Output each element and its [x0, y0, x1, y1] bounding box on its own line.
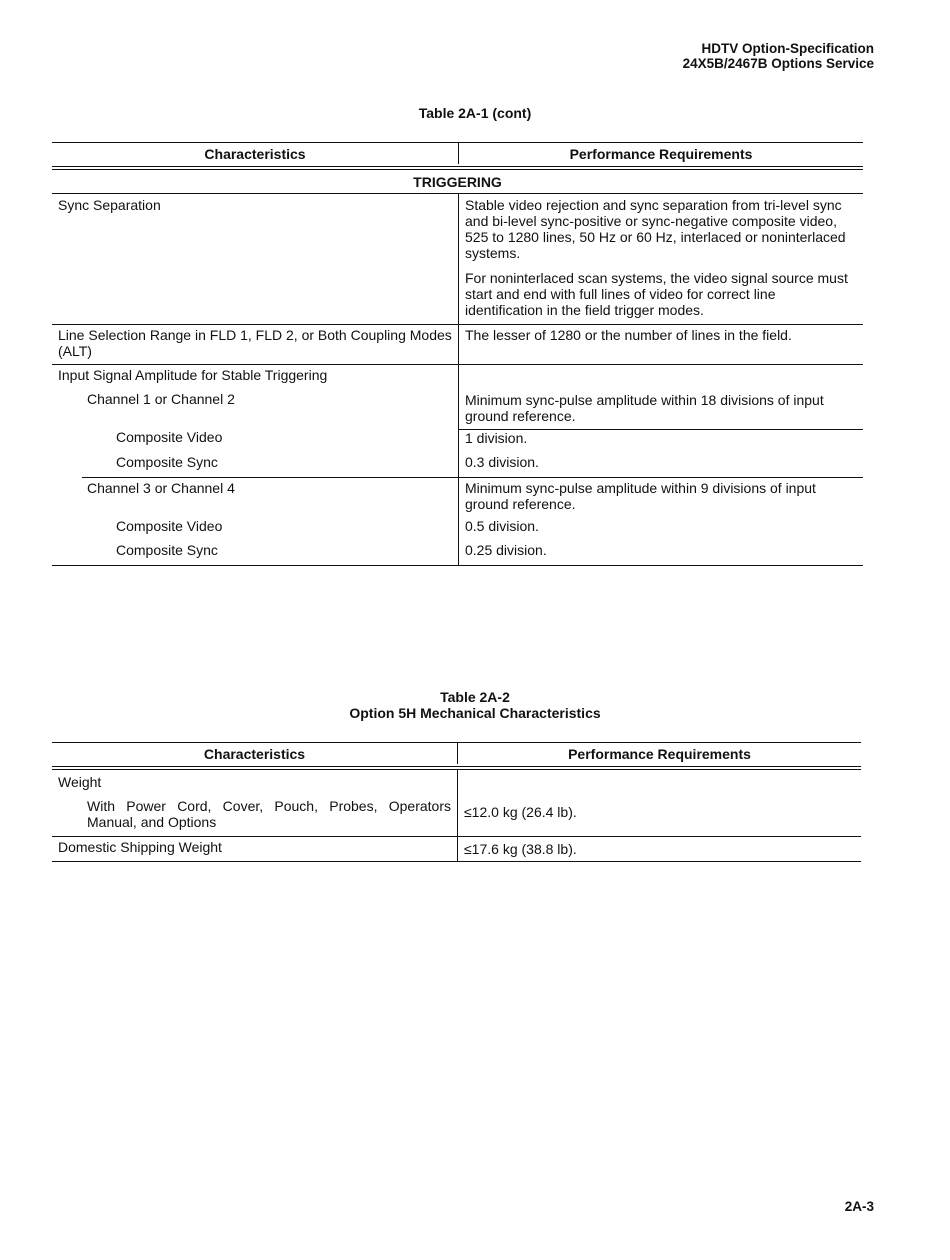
row-value: 1 division.: [458, 429, 863, 453]
table-row: [52, 364, 863, 389]
table-row: [52, 770, 861, 794]
row-value: ≤17.6 kg (38.8 lb).: [457, 837, 861, 861]
row-value: 0.5 division.: [458, 517, 863, 541]
header-title: HDTV Option-Specification: [701, 41, 874, 56]
row-label: Composite Video: [116, 429, 223, 445]
table2-header-row: [52, 743, 861, 764]
row-value: ≤12.0 kg (26.4 lb).: [457, 794, 861, 836]
row-label: Input Signal Amplitude for Stable Triggering: [58, 367, 328, 383]
section-title-triggering: TRIGGERING: [413, 174, 502, 190]
row-label: Channel 1 or Channel 2: [87, 391, 235, 407]
table-row: [52, 324, 863, 364]
row-value: The lesser of 1280 or the number of lines in the field.: [458, 325, 863, 364]
row-value-empty: [457, 770, 861, 794]
table2-caption-number: Table 2A-2: [440, 689, 510, 705]
table-row: [52, 477, 863, 517]
running-header: [683, 41, 874, 71]
row-label: Domestic Shipping Weight: [58, 839, 222, 855]
table-row: [52, 836, 861, 861]
row-label: Channel 3 or Channel 4: [82, 477, 458, 517]
page-number: 2A-3: [844, 1199, 874, 1214]
table-row: [52, 429, 863, 453]
row-value: 0.3 division.: [458, 453, 863, 477]
table-row: [52, 517, 863, 541]
table2-caption-title: Option 5H Mechanical Characteristics: [349, 705, 601, 721]
table-row: [52, 453, 863, 477]
row-label: With Power Cord, Cover, Pouch, Probes, Operators Manual, and Options: [87, 798, 451, 830]
table-row: [52, 541, 863, 565]
row-value-empty: [458, 365, 863, 389]
row-label: Composite Sync: [116, 454, 218, 470]
paragraph: For noninterlaced scan systems, the video signal source must start and end with full lines of video for correct line identification in the field trigger modes.: [465, 270, 848, 318]
row-label: Composite Video: [116, 518, 223, 534]
row-label: Line Selection Range in FLD 1, FLD 2, or Both Coupling Modes (ALT): [58, 327, 452, 359]
row-value: 0.25 division.: [458, 541, 863, 565]
table2-caption: [0, 689, 950, 721]
header-subtitle: 24X5B/2467B Options Service: [682, 56, 874, 71]
row-value: Minimum sync-pulse amplitude within 18 divisions of input ground reference.: [458, 389, 863, 429]
col-header-performance: Performance Requirements: [457, 743, 861, 764]
col-header-performance: Performance Requirements: [458, 143, 863, 164]
table1-caption: Table 2A-1 (cont): [418, 105, 532, 121]
table-row: [52, 794, 861, 836]
table-2a-2: [52, 742, 861, 862]
row-value: Minimum sync-pulse amplitude within 9 divisions of input ground reference.: [458, 477, 863, 517]
section-row: [52, 170, 863, 194]
row-label: Sync Separation: [58, 197, 161, 213]
table-2a-1: [52, 142, 863, 566]
table-row: [52, 194, 863, 324]
row-label: Composite Sync: [116, 542, 218, 558]
table-row: [52, 389, 863, 429]
col-header-characteristics: Characteristics: [203, 746, 306, 762]
col-header-characteristics: Characteristics: [204, 146, 306, 162]
paragraph: Stable video rejection and sync separation from tri-level sync and bi-level sync-positive or sync-negative composite video, 525 to 1280 lines, 50 Hz or 60 Hz, interlaced or noninterlaced systems.: [465, 197, 846, 261]
row-value: [458, 194, 863, 324]
row-label: Weight: [58, 774, 102, 790]
table1-header-row: [52, 143, 863, 164]
